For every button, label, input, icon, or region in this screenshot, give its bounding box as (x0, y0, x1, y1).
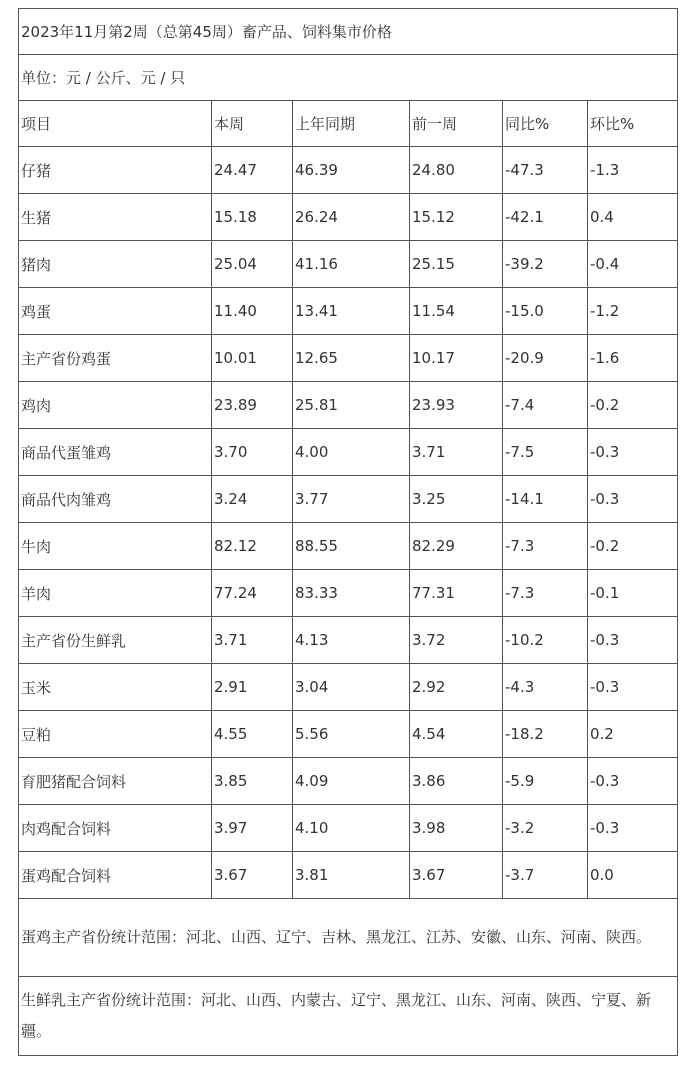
price-table (18, 8, 678, 1056)
value-cell: 3.24 (212, 476, 293, 523)
value-cell: 4.00 (293, 429, 410, 476)
value-cell: 3.71 (410, 429, 503, 476)
value-cell: -5.9 (503, 758, 588, 805)
column-header: 项目 (19, 101, 212, 147)
value-cell: 3.81 (293, 852, 410, 899)
value-cell: -1.2 (588, 288, 678, 335)
value-cell: 77.31 (410, 570, 503, 617)
value-cell: -7.3 (503, 523, 588, 570)
item-name-cell: 鸡肉 (19, 382, 212, 429)
value-cell: -0.3 (588, 758, 678, 805)
value-cell: 41.16 (293, 241, 410, 288)
table-row (19, 241, 678, 288)
table-row (19, 617, 678, 664)
table-row (19, 852, 678, 899)
value-cell: 2.91 (212, 664, 293, 711)
value-cell: 3.77 (293, 476, 410, 523)
table-row (19, 805, 678, 852)
value-cell: -1.3 (588, 147, 678, 194)
item-name-cell: 仔猪 (19, 147, 212, 194)
table-row (19, 523, 678, 570)
value-cell: -10.2 (503, 617, 588, 664)
table-row (19, 664, 678, 711)
value-cell: -0.1 (588, 570, 678, 617)
item-name-cell: 牛肉 (19, 523, 212, 570)
value-cell: 4.13 (293, 617, 410, 664)
item-name-cell: 豆粕 (19, 711, 212, 758)
unit-label: 单位：元 / 公斤、元 / 只 (19, 55, 678, 101)
value-cell: -18.2 (503, 711, 588, 758)
value-cell: -14.1 (503, 476, 588, 523)
value-cell: 83.33 (293, 570, 410, 617)
value-cell: 25.81 (293, 382, 410, 429)
value-cell: 4.55 (212, 711, 293, 758)
value-cell: 3.98 (410, 805, 503, 852)
table-row (19, 711, 678, 758)
column-header: 前一周 (410, 101, 503, 147)
value-cell: -39.2 (503, 241, 588, 288)
table-row (19, 288, 678, 335)
value-cell: 15.12 (410, 194, 503, 241)
footnote-egg-provinces: 蛋鸡主产省份统计范围：河北、山西、辽宁、吉林、黑龙江、江苏、安徽、山东、河南、陕西。 (19, 899, 678, 977)
value-cell: -4.3 (503, 664, 588, 711)
value-cell: -3.2 (503, 805, 588, 852)
value-cell: 88.55 (293, 523, 410, 570)
value-cell: 25.04 (212, 241, 293, 288)
value-cell: 3.71 (212, 617, 293, 664)
value-cell: 5.56 (293, 711, 410, 758)
item-name-cell: 玉米 (19, 664, 212, 711)
value-cell: 3.86 (410, 758, 503, 805)
value-cell: 13.41 (293, 288, 410, 335)
value-cell: 10.17 (410, 335, 503, 382)
table-row (19, 758, 678, 805)
value-cell: 0.0 (588, 852, 678, 899)
table-row (19, 147, 678, 194)
table-row (19, 335, 678, 382)
table-row (19, 476, 678, 523)
value-cell: 3.04 (293, 664, 410, 711)
value-cell: -47.3 (503, 147, 588, 194)
value-cell: 23.89 (212, 382, 293, 429)
item-name-cell: 猪肉 (19, 241, 212, 288)
header-row (19, 101, 678, 147)
table-title: 2023年11月第2周（总第45周）畜产品、饲料集市价格 (19, 9, 678, 55)
value-cell: -0.3 (588, 805, 678, 852)
column-header: 环比% (588, 101, 678, 147)
value-cell: -0.3 (588, 664, 678, 711)
value-cell: -0.4 (588, 241, 678, 288)
value-cell: -0.3 (588, 476, 678, 523)
value-cell: -0.3 (588, 429, 678, 476)
value-cell: 0.2 (588, 711, 678, 758)
value-cell: 0.4 (588, 194, 678, 241)
value-cell: 11.54 (410, 288, 503, 335)
table-row (19, 570, 678, 617)
value-cell: 3.25 (410, 476, 503, 523)
value-cell: 4.54 (410, 711, 503, 758)
value-cell: -7.3 (503, 570, 588, 617)
value-cell: 4.09 (293, 758, 410, 805)
value-cell: -0.2 (588, 382, 678, 429)
item-name-cell: 羊肉 (19, 570, 212, 617)
value-cell: 3.67 (410, 852, 503, 899)
value-cell: 24.80 (410, 147, 503, 194)
value-cell: -3.7 (503, 852, 588, 899)
value-cell: 46.39 (293, 147, 410, 194)
item-name-cell: 生猪 (19, 194, 212, 241)
value-cell: 10.01 (212, 335, 293, 382)
item-name-cell: 蛋鸡配合饲料 (19, 852, 212, 899)
value-cell: 24.47 (212, 147, 293, 194)
table-row (19, 194, 678, 241)
value-cell: 77.24 (212, 570, 293, 617)
price-document (18, 8, 677, 1056)
column-header: 本周 (212, 101, 293, 147)
value-cell: -7.4 (503, 382, 588, 429)
column-header: 同比% (503, 101, 588, 147)
value-cell: -0.2 (588, 523, 678, 570)
item-name-cell: 肉鸡配合饲料 (19, 805, 212, 852)
table-row (19, 382, 678, 429)
value-cell: -0.3 (588, 617, 678, 664)
value-cell: -1.6 (588, 335, 678, 382)
column-header: 上年同期 (293, 101, 410, 147)
value-cell: 3.67 (212, 852, 293, 899)
footnote-milk-provinces: 生鲜乳主产省份统计范围：河北、山西、内蒙古、辽宁、黑龙江、山东、河南、陕西、宁夏、新疆。 (19, 977, 678, 1056)
value-cell: 23.93 (410, 382, 503, 429)
value-cell: 4.10 (293, 805, 410, 852)
value-cell: 26.24 (293, 194, 410, 241)
value-cell: 82.12 (212, 523, 293, 570)
value-cell: 15.18 (212, 194, 293, 241)
table-row (19, 429, 678, 476)
value-cell: 3.72 (410, 617, 503, 664)
value-cell: 12.65 (293, 335, 410, 382)
item-name-cell: 育肥猪配合饲料 (19, 758, 212, 805)
value-cell: 11.40 (212, 288, 293, 335)
value-cell: -42.1 (503, 194, 588, 241)
value-cell: -15.0 (503, 288, 588, 335)
value-cell: 3.85 (212, 758, 293, 805)
item-name-cell: 主产省份生鲜乳 (19, 617, 212, 664)
value-cell: -7.5 (503, 429, 588, 476)
value-cell: 82.29 (410, 523, 503, 570)
item-name-cell: 鸡蛋 (19, 288, 212, 335)
value-cell: 2.92 (410, 664, 503, 711)
item-name-cell: 主产省份鸡蛋 (19, 335, 212, 382)
value-cell: 25.15 (410, 241, 503, 288)
value-cell: 3.97 (212, 805, 293, 852)
item-name-cell: 商品代蛋雏鸡 (19, 429, 212, 476)
item-name-cell: 商品代肉雏鸡 (19, 476, 212, 523)
value-cell: 3.70 (212, 429, 293, 476)
value-cell: -20.9 (503, 335, 588, 382)
